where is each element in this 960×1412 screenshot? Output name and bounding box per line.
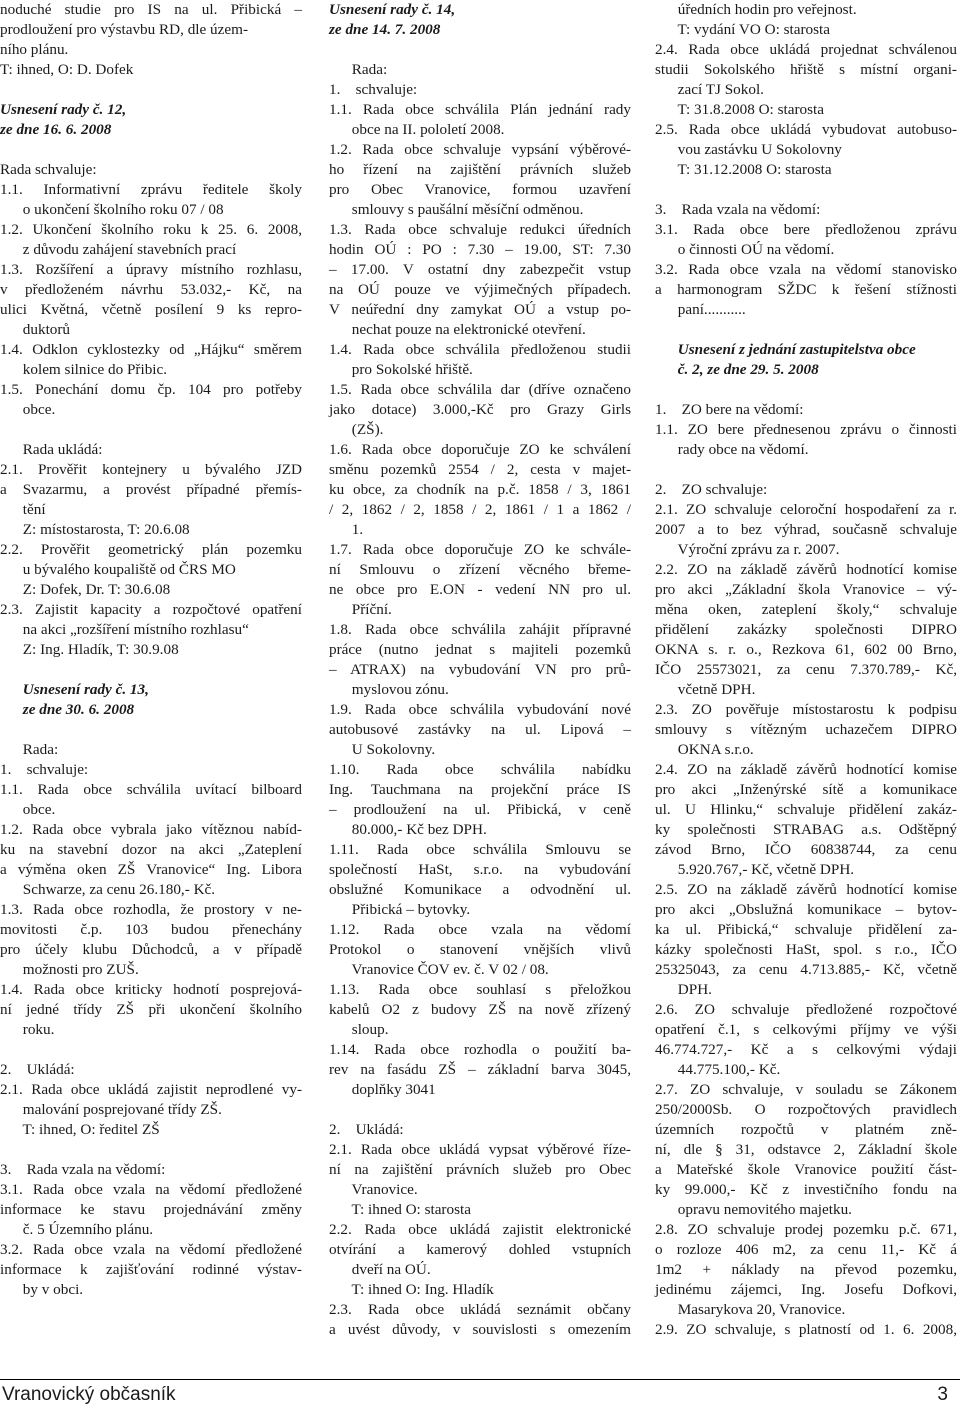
text-line: 1.7. Rada obce doporučuje ZO ke schvále- — [329, 541, 631, 558]
text-line: – prodloužení na ul. Přibická, v ceně — [329, 801, 631, 818]
text-line: ní Smlouvu o zřízení věcného břeme- — [329, 561, 631, 578]
text-line: 1.2. Rada obce vybrala jako vítěznou nabíd- — [0, 821, 302, 838]
text-line: ní jedné třídy ZŠ při ukončení školního — [0, 1001, 302, 1018]
text-line: 44.775.100,- Kč. — [655, 1061, 781, 1078]
text-line: ka ul. Přibická,“ schvaluje přidělení za- — [655, 921, 957, 938]
text-line: Přibická – bytovky. — [329, 901, 471, 918]
text-line: 1.2. Ukončení školního roku k 25. 6. 2008, — [0, 221, 302, 238]
text-line: kabelů O2 z budovy ZŠ na nově zřízený — [329, 1001, 631, 1018]
text-line: Schwarze, za cenu 26.180,- Kč. — [0, 881, 216, 898]
text-line: smlouvy s vítězným uchazečem DIPRO — [655, 721, 957, 738]
text-line: 3. Rada vzala na vědomí: — [0, 1161, 166, 1178]
text-line: otvírání a kamerový dohled vstupních — [329, 1241, 631, 1258]
text-line: 1.4. Rada obce kriticky hodnotí posprejová- — [0, 981, 302, 998]
text-line: 1m2 + náklady na převod pozemku, — [655, 1261, 957, 1278]
blank-line — [0, 1040, 302, 1060]
text-line: 1.9. Rada obce schválila vybudování nové — [329, 701, 631, 718]
text-line: V neúřední dny zamykat OÚ a vstup po- — [329, 301, 631, 318]
text-line: pro Sokolské hřiště. — [329, 361, 473, 378]
text-line: obce na II. pololetí 2008. — [329, 121, 505, 138]
text-line: kolem silnice do Přibic. — [0, 361, 168, 378]
text-column-2 — [329, 0, 631, 1340]
text-line: ne obce pro E.ON - vedení NN pro ul. — [329, 581, 631, 598]
blank-line — [655, 320, 957, 340]
text-line: 1.5. Ponechání domu čp. 104 pro potřeby — [0, 381, 302, 398]
text-line: 25325043, za cenu 4.713.885,- Kč, včetně — [655, 961, 957, 978]
text-line: 2.3. Rada obce ukládá seznámit občany — [329, 1301, 631, 1318]
text-line: OKNA s.r.o. — [655, 741, 754, 758]
text-line: informace k zajišťování rodinné výstav- — [0, 1261, 302, 1278]
text-line: pro akci „Inženýrské sítě a komunikace — [655, 781, 957, 798]
text-line: 2.1. ZO schvaluje celoroční hospodaření za r. — [655, 501, 957, 518]
text-line: 1. ZO bere na vědomí: — [655, 401, 804, 418]
text-line: 1.1. Rada obce schválila Plán jednání rady — [329, 101, 631, 118]
resolution-heading: Usnesení rady č. 13, — [0, 681, 149, 698]
text-line: 1.4. Rada obce schválila předloženou studii — [329, 341, 631, 358]
text-line: dveří na OÚ. — [329, 1261, 431, 1278]
text-line: / 2, 1862 / 2, 1858 / 2, 1861 / 1 a 1862 / — [329, 501, 631, 518]
text-line: 1.14. Rada obce rozhodla o použití ba- — [329, 1041, 631, 1058]
text-line: Příční. — [329, 601, 392, 618]
text-line: o činnosti OÚ na vědomí. — [655, 241, 835, 258]
page-number: 3 — [937, 1384, 948, 1405]
text-line: 1.5. Rada obce schválila dar (dříve označeno — [329, 381, 631, 398]
text-line: ního plánu. — [0, 41, 69, 58]
text-line: č. 5 Územního plánu. — [0, 1221, 154, 1238]
text-line: možnosti pro ZUŠ. — [0, 961, 139, 978]
text-line: 2.7. ZO schvaluje, v souladu se Zákonem — [655, 1081, 957, 1098]
text-line: Vranovice ČOV ev. č. V 02 / 08. — [329, 961, 549, 978]
text-line: opatření č.1, s celkovými příjmy ve výši — [655, 1021, 957, 1038]
text-line: na akci „rozšíření místního rozhlasu“ — [0, 621, 249, 638]
text-line: 3.1. Rada obce bere předloženou zprávu — [655, 221, 957, 238]
text-line: tění — [0, 501, 46, 518]
text-line: DPH. — [655, 981, 712, 998]
resolution-heading: ze dne 30. 6. 2008 — [0, 701, 135, 718]
text-line: 1.1. Informativní zprávu ředitele školy — [0, 181, 302, 198]
text-line: T: ihned, O: ředitel ZŠ — [0, 1121, 160, 1138]
blank-line — [655, 460, 957, 480]
text-line: autobusové zastávky na ul. Lipová – — [329, 721, 631, 738]
text-line: Rada: — [0, 741, 59, 758]
text-line: 2.8. ZO schvaluje prodej pozemku p.č. 671, — [655, 1221, 957, 1238]
text-line: 1. — [329, 521, 364, 538]
text-line: Z: Ing. Hladík, T: 30.9.08 — [0, 641, 179, 658]
text-line: 2.6. ZO schvaluje předložené rozpočtové — [655, 1001, 957, 1018]
blank-line — [655, 180, 957, 200]
text-line: Z: Dofek, Dr. T: 30.6.08 — [0, 581, 171, 598]
text-line: – ATRAX) na vybudování VN pro prů- — [329, 661, 631, 678]
text-line: a Mateřské škole Vranovice použití část- — [655, 1161, 957, 1178]
text-line: 1.2. Rada obce schvaluje vypsání výběrové- — [329, 141, 631, 158]
text-line: 3. Rada vzala na vědomí: — [655, 201, 821, 218]
blank-line — [329, 1100, 631, 1120]
text-line: u bývalého koupaliště od ČRS MO — [0, 561, 236, 578]
text-line: úředních hodin pro veřejnost. — [655, 1, 857, 18]
text-line: Výroční zprávu za r. 2007. — [655, 541, 840, 558]
text-line: T: ihned O: Ing. Hladík — [329, 1281, 494, 1298]
resolution-heading: Usnesení rady č. 14, — [329, 1, 456, 18]
text-line: ho řízení na zajištění právních služeb — [329, 161, 631, 178]
text-line: noduché studie pro IS na ul. Přibická – — [0, 1, 302, 18]
text-line: závod Brno, IČO 60838744, za cenu — [655, 841, 957, 858]
text-line: 1.6. Rada obce doporučuje ZO ke schválení — [329, 441, 631, 458]
resolution-heading: Usnesení z jednání zastupitelstva obce — [655, 341, 916, 358]
text-line: vou zastávku U Sokolovny — [655, 141, 842, 158]
resolution-heading: ze dne 16. 6. 2008 — [0, 121, 112, 138]
text-line: pro Obec Vranovice, formou uzavření — [329, 181, 631, 198]
text-line: hodin OÚ : PO : 7.30 – 19.00, ST: 7.30 — [329, 241, 631, 258]
text-line: ku na stavební dozor na akci „Zateplení — [0, 841, 302, 858]
text-line: informace ke stavu projednávání změny — [0, 1201, 302, 1218]
text-line: 2.4. Rada obce ukládá projednat schválenou — [655, 41, 957, 58]
text-line: T: ihned, O: D. Dofek — [0, 61, 134, 78]
text-line: Rada ukládá: — [0, 441, 103, 458]
text-line: 2.2. Rada obce ukládá zajistit elektronické — [329, 1221, 631, 1238]
text-line: T: 31.12.2008 O: starosta — [655, 161, 832, 178]
text-line: 2. ZO schvaluje: — [655, 481, 768, 498]
text-line: přidělení zakázky společnosti DIPRO — [655, 621, 957, 638]
text-line: rady obce na vědomí. — [655, 441, 809, 458]
blank-line — [0, 420, 302, 440]
text-line: o ukončení školního roku 07 / 08 — [0, 201, 224, 218]
text-line: ky 99.000,- Kč z investičního fondu na — [655, 1181, 957, 1198]
resolution-heading: ze dne 14. 7. 2008 — [329, 21, 441, 38]
text-line: 2.5. ZO na základě závěrů hodnotící komise — [655, 881, 957, 898]
text-line: jedinému zájemci, Ing. Josefu Dofkovi, — [655, 1281, 957, 1298]
text-line: ní, dle § 31, odstavce 2, Základní škole — [655, 1141, 957, 1158]
resolution-heading: č. 2, ze dne 29. 5. 2008 — [655, 361, 819, 378]
text-line: 2.2. ZO na základě závěrů hodnotící komise — [655, 561, 957, 578]
text-line: obce. — [0, 801, 56, 818]
text-line: doplňky 3041 — [329, 1081, 436, 1098]
text-line: OKNA s. r. o., Rezkova 61, 602 00 Brno, — [655, 641, 957, 658]
text-line: 2.3. ZO pověřuje místostarostu k podpisu — [655, 701, 957, 718]
text-line: pro účely klubu Důchodců, a v případě — [0, 941, 302, 958]
text-line: včetně DPH. — [655, 681, 756, 698]
text-line: myslovou zónu. — [329, 681, 449, 698]
text-line: kázky společnosti HaSt, spol. s r.o., IČO — [655, 941, 957, 958]
text-line: Vranovice. — [329, 1181, 418, 1198]
text-line: nechat pouze na elektronické otevření. — [329, 321, 586, 338]
text-line: U Sokolovny. — [329, 741, 436, 758]
text-line: 2.9. ZO schvaluje, s platností od 1. 6. 2008, — [655, 1321, 957, 1338]
text-line: rev na fasádu ZŠ – základní barva 3045, — [329, 1061, 631, 1078]
text-line: obslužné Komunikace a odvodnění ul. — [329, 881, 631, 898]
text-line: v předloženém návrhu 53.032,- Kč, na — [0, 281, 302, 298]
page-footer — [0, 1379, 960, 1412]
text-line: Ing. Tauchmana na projekční práce IS — [329, 781, 631, 798]
text-column-3 — [655, 0, 957, 1340]
text-line: 2.1. Prověřit kontejnery u bývalého JZD — [0, 461, 302, 478]
blank-line — [329, 40, 631, 60]
text-line: Rada schvaluje: — [0, 161, 97, 178]
text-line: 2. Ukládá: — [0, 1061, 75, 1078]
text-line: 1.8. Rada obce schválila zahájit přípravné — [329, 621, 631, 638]
text-line: 2.3. Zajistit kapacity a rozpočtové opatření — [0, 601, 302, 618]
text-line: 3.1. Rada obce vzala na vědomí předložené — [0, 1181, 302, 1198]
text-line: o rozloze 406 m2, za cenu 11,- Kč á — [655, 1241, 957, 1258]
text-line: opravu nemovitého majetku. — [655, 1201, 852, 1218]
text-line: IČO 25573021, za cenu 7.370.789,- Kč, — [655, 661, 957, 678]
blank-line — [0, 720, 302, 740]
text-line: 1.1. Rada obce schválila uvítací bilboard — [0, 781, 302, 798]
text-line: z důvodu zahájení stavebních prací — [0, 241, 237, 258]
publication-title: Vranovický občasník — [2, 1384, 176, 1405]
text-line: práce (nutno jednat s majiteli pozemků — [329, 641, 631, 658]
text-line: územních rozpočtů v platném zně- — [655, 1121, 957, 1138]
text-line: T: vydání VO O: starosta — [655, 21, 831, 38]
text-line: jako dotace) 3.000,-Kč pro Grazy Girls — [329, 401, 631, 418]
text-line: a Svazarmu, a provést případné přemís- — [0, 481, 302, 498]
text-line: 2.5. Rada obce ukládá vybudovat autobuso- — [655, 121, 957, 138]
text-line: 46.774.727,- Kč a s celkovými výdaji — [655, 1041, 957, 1058]
text-line: 2.4. ZO na základě závěrů hodnotící komise — [655, 761, 957, 778]
text-line: malování posprejované třídy ZŠ. — [0, 1101, 222, 1118]
text-line: roku. — [0, 1021, 55, 1038]
blank-line — [0, 140, 302, 160]
text-line: 1.3. Rozšíření a úpravy místního rozhlasu, — [0, 261, 302, 278]
text-line: sloup. — [329, 1021, 389, 1038]
text-line: pro akci „Základní škola Vranovice – vý- — [655, 581, 957, 598]
text-line: a harmonogram SŽDC k řešení stížnosti — [655, 281, 957, 298]
text-line: a uvést důvody, v souvislosti s omezením — [329, 1321, 631, 1338]
text-line: by v obci. — [0, 1281, 84, 1298]
text-line: smlouvy s paušální měsíční odměnou. — [329, 201, 584, 218]
text-line: 1. schvaluje: — [329, 81, 418, 98]
text-line: 1. schvaluje: — [0, 761, 89, 778]
text-line: 2.1. Rada obce ukládá zajistit neprodlené vy- — [0, 1081, 302, 1098]
text-line: ku obce, za chodník na p.č. 1858 / 3, 1861 — [329, 481, 631, 498]
blank-line — [0, 80, 302, 100]
text-line: společností HaSt, s.r.o. na vybudování — [329, 861, 631, 878]
text-line: 250/2000Sb. O rozpočtových pravidlech — [655, 1101, 957, 1118]
text-line: 2.2. Prověřit geometrický plán pozemku — [0, 541, 302, 558]
text-line: Protokol o stanovení vnějších vlivů — [329, 941, 631, 958]
text-line: (ZŠ). — [329, 421, 384, 438]
text-line: měna oken, zateplení školy,“ schvaluje — [655, 601, 957, 618]
text-line: 80.000,- Kč bez DPH. — [329, 821, 487, 838]
text-line: ky společnosti STRABAG a.s. Odštěpný — [655, 821, 957, 838]
text-line: a výměna oken ZŠ Vranovice“ Ing. Libora — [0, 861, 302, 878]
text-line: 5.920.767,- Kč, včetně DPH. — [655, 861, 855, 878]
text-line: – 17.00. V ostatní dny zabezpečit vstup — [329, 261, 631, 278]
text-line: 3.2. Rada obce vzala na vědomí stanovisko — [655, 261, 957, 278]
text-line: 1.10. Rada obce schválila nabídku — [329, 761, 631, 778]
text-line: pro akci „Obslužná komunikace – bytov- — [655, 901, 957, 918]
text-line: 2. Ukládá: — [329, 1121, 404, 1138]
text-line: 1.3. Rada obce rozhodla, že prostory v ne- — [0, 901, 302, 918]
text-line: Rada: — [329, 61, 388, 78]
text-line: ní na zajištění právních služeb pro Obec — [329, 1161, 631, 1178]
text-line: T: ihned O: starosta — [329, 1201, 471, 1218]
blank-line — [655, 380, 957, 400]
text-line: Z: místostarosta, T: 20.6.08 — [0, 521, 190, 538]
blank-line — [0, 1140, 302, 1160]
resolution-heading: Usnesení rady č. 12, — [0, 101, 127, 118]
text-line: obce. — [0, 401, 56, 418]
text-line: ul. U Hlinku,“ schvaluje přidělení zakáz- — [655, 801, 957, 818]
text-line: zací TJ Sokol. — [655, 81, 764, 98]
text-line: 2.1. Rada obce ukládá vypsat výběrové říze- — [329, 1141, 631, 1158]
text-line: paní........... — [655, 301, 746, 318]
text-line: 1.11. Rada obce schválila Smlouvu se — [329, 841, 631, 858]
text-line: movitosti č.p. 103 budou přenechány — [0, 921, 302, 938]
text-line: Masarykova 20, Vranovice. — [655, 1301, 846, 1318]
text-line: 1.12. Rada obce vzala na vědomí — [329, 921, 631, 938]
text-line: duktorů — [0, 321, 71, 338]
text-line: studii Sokolského hřiště s místní organi- — [655, 61, 957, 78]
text-line: 1.1. ZO bere přednesenou zprávu o činnosti — [655, 421, 957, 438]
text-line: 3.2. Rada obce vzala na vědomí předložené — [0, 1241, 302, 1258]
text-line: T: 31.8.2008 O: starosta — [655, 101, 824, 118]
text-line: směnu pozemků 2554 / 2, cesta v majet- — [329, 461, 631, 478]
text-line: 1.13. Rada obce souhlasí s přeložkou — [329, 981, 631, 998]
text-line: 1.4. Odklon cyklostezky od „Hájku“ směrem — [0, 341, 302, 358]
text-line: ulici Květná, včetně posílení 9 ks repro- — [0, 301, 302, 318]
blank-line — [0, 660, 302, 680]
text-line: na OÚ pouze ve výjimečných případech. — [329, 281, 631, 298]
text-column-1 — [0, 0, 302, 1300]
text-line: 1.3. Rada obce schvaluje redukci úředních — [329, 221, 631, 238]
text-line: prodloužení pro výstavbu RD, dle územ- — [0, 21, 249, 38]
text-line: 2007 a to bez výhrad, současně schvaluje — [655, 521, 957, 538]
